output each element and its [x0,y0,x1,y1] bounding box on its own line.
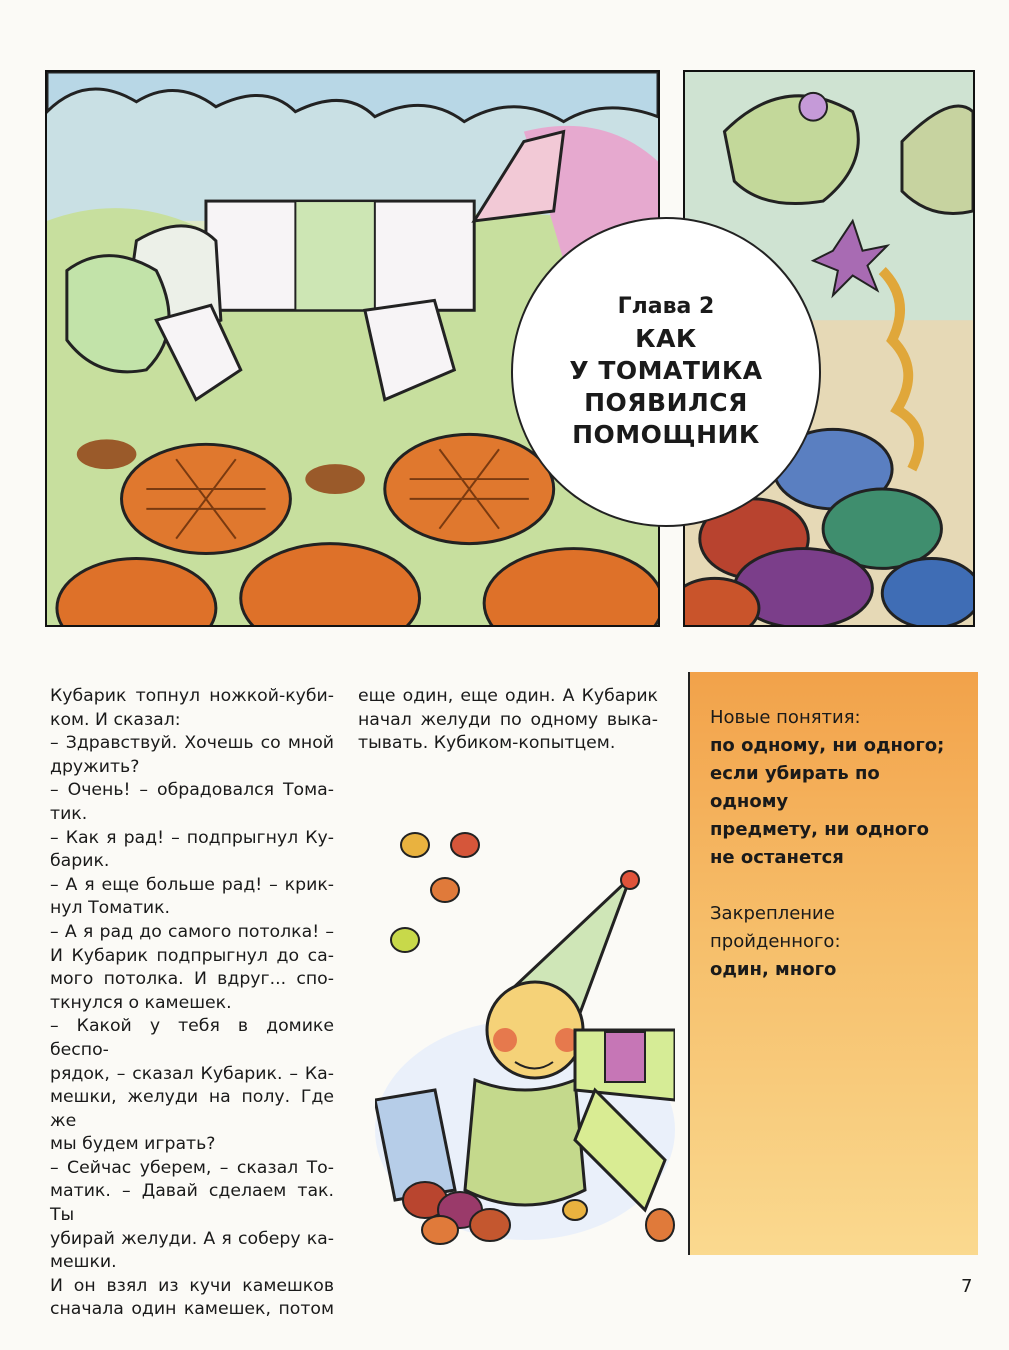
story-line: – А я рад до самого потолка! – [50,921,334,942]
review-heading-line: Закрепление [710,903,835,924]
story-line: мешки. [50,1252,117,1273]
illustration-kubarik-rolling-acorns [375,800,675,1255]
new-concepts-heading: Новые понятия: [710,707,861,728]
story-line: – Какой у тебя в домике беспо- [50,1016,334,1060]
review-heading-line: пройденного: [710,931,841,952]
story-line: матик. – Давай сделаем так. Ты [50,1181,334,1226]
chapter-title-line: У ТОМАТИКА [569,355,763,385]
story-line: тывать. Кубиком-копытцем. [358,733,616,754]
new-concepts-line: по одному, ни одного; [710,735,945,756]
illustration-kubarik-rolling-acorns-art [375,800,675,1255]
story-line: И Кубарик подпрыгнул до са- [50,945,334,966]
concepts-sidebar [688,672,978,1255]
new-concepts-line: предмету, ни одного [710,819,930,840]
review-value: один, много [710,959,837,980]
story-column-right [358,685,658,756]
new-concepts-line: не останется [710,847,844,868]
story-column-left [50,685,334,1322]
story-line: барик. [50,851,110,872]
story-line: мого потолка. И вдруг... спо- [50,969,334,990]
story-line: И он взял из кучи камешков [50,1275,334,1296]
story-line: убирай желуди. А я соберу ка- [50,1228,334,1249]
new-concepts-line: если убирать по одному [710,763,880,812]
story-line: – Сейчас уберем, – сказал То- [50,1157,334,1178]
page-number: 7 [961,1276,973,1297]
story-line: тик. [50,803,88,824]
chapter-title-circle [511,217,821,527]
chapter-title-line: ПОЯВИЛСЯ [584,387,748,417]
chapter-title-line: ПОМОЩНИК [572,419,760,449]
story-line: – Очень! – обрадовался Тома- [50,780,334,801]
story-line: еще один, еще один. А Кубарик [358,686,658,706]
story-line: дружить? [50,756,140,777]
story-line: ком. И сказал: [50,709,181,730]
story-line: – Здравствуй. Хочешь со мной [50,733,334,754]
story-line: – Как я рад! – подпрыгнул Ку- [50,827,334,848]
chapter-title-line: КАК [635,323,697,353]
chapter-label: Глава 2 [617,293,715,319]
story-line: сначала один камешек, потом [50,1299,334,1320]
story-line: мы будем играть? [50,1134,216,1155]
story-line: начал желуди по одному выка- [358,709,658,730]
story-line: нул Томатик. [50,898,171,919]
story-line: – А я еще больше рад! – крик- [50,874,334,895]
story-line: рядок, – сказал Кубарик. – Ка- [50,1063,334,1084]
story-line: Кубарик топнул ножкой-куби- [50,686,334,706]
story-line: мешки, желуди на полу. Где же [50,1087,334,1131]
story-line: ткнулся о камешек. [50,992,232,1013]
